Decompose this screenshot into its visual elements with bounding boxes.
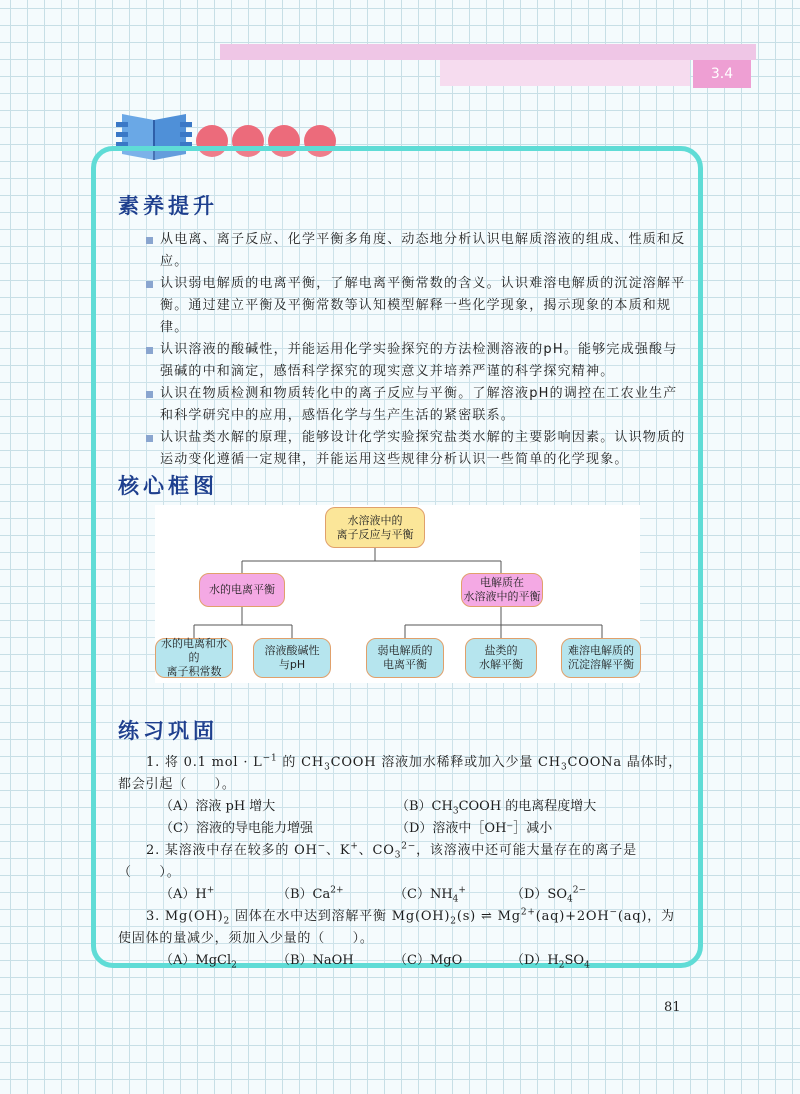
- option-b: $(B)Ca^{2+}$: [277, 885, 344, 902]
- question-1: 1. 将 0.1 mol · $L^{-1}$ 的 $CH_3COOH$ 溶液加水稀释或加入少量 $CH_3COONa$ 晶体时，都会引起（ ）。: [118, 753, 683, 792]
- diagram-node-water-ionization: 水的电离平衡: [199, 573, 285, 607]
- question-1-options: [118, 796, 688, 840]
- concept-diagram: [155, 505, 640, 683]
- exercise-list: [118, 752, 688, 972]
- diagram-leaf-node: 水的电离和水的 离子积常数: [155, 638, 233, 678]
- literacy-list: [146, 229, 686, 471]
- section-title-practice: 练习巩固: [118, 719, 218, 743]
- option-d: （D）溶液中［OH⁻］减小: [396, 821, 553, 836]
- option-d: $(D)SO_4^{2-}$: [511, 885, 587, 905]
- bullet-square-icon: [146, 237, 153, 244]
- option-c: （C）MgO: [394, 953, 463, 968]
- bullet-square-icon: [146, 347, 153, 354]
- diagram-leaf-node: 溶液酸碱性 与pH: [253, 638, 331, 678]
- page-number: 81: [664, 1000, 681, 1015]
- diagram-node-electrolyte-equilibrium: 电解质在 水溶液中的平衡: [461, 573, 543, 607]
- option-a: （A）溶液 pH 增大: [160, 799, 276, 814]
- question-2-options: [118, 884, 688, 906]
- option-b: $(B)CH_3COOH$ 的电离程度增大: [396, 799, 597, 817]
- list-item: 认识在物质检测和物质转化中的离子反应与平衡。了解溶液pH的调控在工农业生产和科学研究中的应用，感悟化学与生产生活的紧密联系。: [146, 383, 686, 427]
- option-c: $(C)NH_4^+$: [394, 885, 466, 905]
- list-item: 认识盐类水解的原理，能够设计化学实验探究盐类水解的主要影响因素。认识物质的运动变化遵循一定规律，并能运用这些规律分析认识一些简单的化学现象。: [146, 427, 686, 471]
- diagram-root-node: 水溶液中的 离子反应与平衡: [325, 507, 425, 548]
- diagram-leaf-node: 难溶电解质的 沉淀溶解平衡: [561, 638, 641, 678]
- list-item: 从电离、离子反应、化学平衡多角度、动态地分析认识电解质溶液的组成、性质和反应。: [146, 229, 686, 273]
- diagram-leaf-node: 弱电解质的 电离平衡: [366, 638, 444, 678]
- option-d: $(D)H_2SO_4$: [511, 953, 590, 971]
- diagram-leaf-node: 盐类的 水解平衡: [465, 638, 537, 678]
- option-a: （A）H+: [160, 885, 215, 902]
- bullet-square-icon: [146, 391, 153, 398]
- header-band: [220, 44, 756, 60]
- option-a: （A）MgCl$_2$: [160, 953, 237, 971]
- bullet-square-icon: [146, 281, 153, 288]
- question-3: 3. $Mg(OH)_2$ 固体在水中达到溶解平衡 $Mg(OH)_2(s)$ ⇌ $Mg^{2+}(aq)+2OH^-(aq)$，为使固体的量减少，须加入少量的（ ）。: [118, 907, 675, 946]
- option-b: （B）NaOH: [277, 953, 354, 968]
- question-2: 2. 某溶液中存在较多的 OH−、K+、$CO_3^{2-}$，该溶液中还可能大量存在的离子是（ ）。: [118, 841, 637, 880]
- header-band-light: [440, 60, 690, 86]
- section-title-framework: 核心框图: [118, 474, 218, 498]
- list-item: 认识溶液的酸碱性，并能运用化学实验探究的方法检测溶液的pH。能够完成强酸与强碱的中和滴定，感悟科学探究的现实意义并培养严谨的科学探究精神。: [146, 339, 686, 383]
- list-item: 认识弱电解质的电离平衡，了解电离平衡常数的含义。认识难溶电解质的沉淀溶解平衡。通过建立平衡及平衡常数等认知模型解释一些化学现象，揭示现象的本质和规律。: [146, 273, 686, 339]
- bullet-square-icon: [146, 435, 153, 442]
- section-title-literacy: 素养提升: [118, 194, 218, 218]
- option-c: （C）溶液的导电能力增强: [160, 821, 313, 836]
- section-tab: 3.4: [693, 60, 751, 88]
- question-3-options: [118, 950, 688, 972]
